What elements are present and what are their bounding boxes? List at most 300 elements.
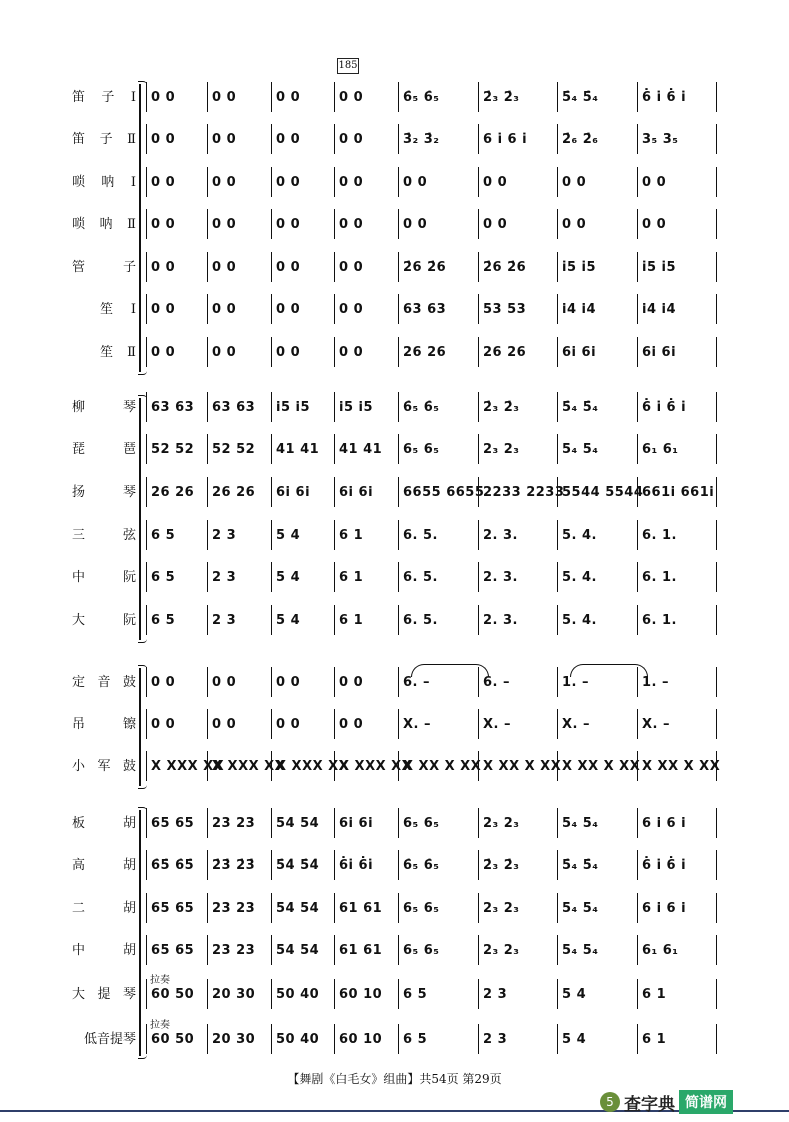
barline [637, 850, 638, 880]
measure-cell: 5 4 [276, 570, 301, 585]
measure-cell: 0 0 [212, 260, 237, 275]
measure-cell: i̇5 i̇5 [562, 260, 597, 275]
instrument-label: 大 阮 [72, 613, 136, 628]
barline [334, 562, 335, 592]
barline [716, 935, 717, 965]
measure-cell: 23 23 [212, 943, 256, 958]
barline [334, 82, 335, 112]
measure-cell: 2̇6 2̇6 [403, 260, 447, 275]
measure-cell: 50 40 [276, 1032, 320, 1047]
barline [716, 209, 717, 239]
barline [334, 605, 335, 635]
measure-cell: 6̇ i̇ 6̇ i̇ [642, 858, 687, 873]
staff-row [0, 398, 789, 422]
measure-cell: 2̇₃ 2̇₃ [483, 858, 520, 873]
barline [334, 1024, 335, 1054]
measure-cell: X XX X XX [403, 759, 482, 774]
barline [398, 124, 399, 154]
staff-row [0, 483, 789, 507]
measure-cell: 6 5 [151, 570, 176, 585]
instrument-label: 柳 琴 [72, 400, 136, 415]
measure-cell: 6̇ i̇ 6̇ i̇ [642, 400, 687, 415]
measure-cell: 2̇₃ 2̇₃ [483, 400, 520, 415]
instrument-label: 扬 琴 [72, 485, 136, 500]
barline [271, 337, 272, 367]
measure-cell: 6₁ 6₁ [642, 943, 679, 958]
page-footer: 【舞剧《白毛女》组曲】共54页 第29页 [287, 1072, 502, 1086]
measure-cell: 0 0 [339, 675, 364, 690]
measure-cell: 6. 5. [403, 570, 438, 585]
measure-cell: 0 0 [339, 217, 364, 232]
barline [334, 808, 335, 838]
staff-row [0, 814, 789, 838]
instrument-label: 琵 琶 [72, 442, 136, 457]
measure-cell: 6 i 6 i [642, 816, 687, 831]
measure-cell: 5. 4. [562, 613, 597, 628]
measure-cell: 2 3 [212, 613, 237, 628]
measure-cell: X XX X XX [483, 759, 562, 774]
measure-cell: 23 23 [212, 816, 256, 831]
barline [716, 850, 717, 880]
barline [146, 252, 147, 282]
measure-number: 185 [337, 58, 359, 74]
barline [398, 167, 399, 197]
barline [334, 209, 335, 239]
barline [716, 252, 717, 282]
barline [557, 337, 558, 367]
barline [271, 562, 272, 592]
measure-cell: i̇5 i̇5 [642, 260, 677, 275]
measure-cell: 6̇5̇ 6̇5̇ [151, 858, 195, 873]
measure-cell: 2 3 [483, 1032, 508, 1047]
measure-cell: 5₄ 5₄ [562, 816, 599, 831]
measure-cell: i5 i5 [276, 400, 311, 415]
barline [478, 979, 479, 1009]
measure-cell: 5 4 [562, 1032, 587, 1047]
bowed-bracket [139, 810, 145, 1056]
barline [716, 979, 717, 1009]
measure-cell: 0 0 [562, 175, 587, 190]
measure-cell: 2₃ 2₃ [483, 816, 520, 831]
barline [334, 392, 335, 422]
measure-cell: 53 53 [483, 302, 527, 317]
measure-cell: 0 0 [483, 217, 508, 232]
barline [398, 477, 399, 507]
barline [334, 124, 335, 154]
barline [398, 434, 399, 464]
barline [398, 294, 399, 324]
barline [146, 337, 147, 367]
measure-cell: 6i 6i [562, 345, 597, 360]
instrument-label: 笙Ⅱ [100, 345, 136, 360]
measure-cell: 6i 6i [642, 345, 677, 360]
measure-cell: 0 0 [151, 717, 176, 732]
measure-cell: 2̇₆ 2̇₆ [562, 132, 599, 147]
measure-cell: 0 0 [276, 90, 301, 105]
barline [478, 808, 479, 838]
measure-cell: 5₄ 5₄ [562, 943, 599, 958]
barline [716, 1024, 717, 1054]
barline [557, 392, 558, 422]
measure-cell: X XXX XX [212, 759, 286, 774]
measure-cell: 6 1 [339, 570, 364, 585]
measure-cell: 0 0 [151, 675, 176, 690]
measure-cell: 5₄ 5₄ [562, 442, 599, 457]
measure-cell: 5 4 [276, 528, 301, 543]
measure-cell: 60 10 [339, 987, 383, 1002]
barline [716, 667, 717, 697]
barline [637, 434, 638, 464]
barline [478, 850, 479, 880]
barline [271, 709, 272, 739]
barline [398, 337, 399, 367]
measure-cell: 6 1 [339, 613, 364, 628]
measure-cell: 54 54 [276, 816, 320, 831]
measure-cell: 0 0 [151, 90, 176, 105]
measure-cell: 0 0 [276, 217, 301, 232]
barline [146, 751, 147, 781]
measure-cell: 0 0 [212, 217, 237, 232]
barline [478, 167, 479, 197]
measure-cell: X XXX XX [339, 759, 413, 774]
measure-cell: X XX X XX [642, 759, 721, 774]
barline [637, 605, 638, 635]
instrument-label: 唢呐Ⅰ [72, 175, 136, 190]
measure-cell: 6 1 [339, 528, 364, 543]
barline [637, 709, 638, 739]
measure-cell: 0 0 [212, 302, 237, 317]
barline [478, 337, 479, 367]
barline [557, 667, 558, 697]
barline [716, 82, 717, 112]
measure-cell: 3₅ 3₅ [642, 132, 679, 147]
measure-cell: 661i 661i [642, 485, 715, 500]
barline [637, 337, 638, 367]
barline [146, 209, 147, 239]
measure-cell: 6₅ 6₅ [403, 816, 440, 831]
barline [334, 667, 335, 697]
barline [146, 562, 147, 592]
barline [478, 392, 479, 422]
barline [478, 209, 479, 239]
barline [398, 252, 399, 282]
measure-cell: 2 3 [212, 570, 237, 585]
measure-cell: 2233 2233 [483, 485, 565, 500]
measure-cell: 5 4 [562, 987, 587, 1002]
logo-name: 查字典 [624, 1094, 675, 1115]
measure-cell: 0 0 [212, 345, 237, 360]
barline [637, 1024, 638, 1054]
measure-cell: 6. 5. [403, 528, 438, 543]
barline [557, 520, 558, 550]
barline [637, 167, 638, 197]
measure-cell: 6. 1. [642, 570, 677, 585]
barline [207, 1024, 208, 1054]
measure-cell: 6. – [483, 675, 511, 690]
measure-cell: 6̇₅ 6̇₅ [403, 90, 440, 105]
barline [207, 520, 208, 550]
measure-cell: 2̇₃ 2̇₃ [483, 90, 520, 105]
barline [557, 82, 558, 112]
barline [271, 893, 272, 923]
barline [637, 893, 638, 923]
measure-cell: 2 3 [483, 987, 508, 1002]
measure-cell: 0 0 [276, 345, 301, 360]
barline [557, 893, 558, 923]
barline [398, 935, 399, 965]
measure-cell: 5̇₄ 5̇₄ [562, 90, 599, 105]
measure-cell: 2 3 [212, 528, 237, 543]
barline [557, 605, 558, 635]
barline [271, 434, 272, 464]
measure-cell: 0 0 [339, 90, 364, 105]
barline [271, 808, 272, 838]
barline [716, 337, 717, 367]
instrument-label: 三 弦 [72, 528, 136, 543]
barline [716, 124, 717, 154]
staff-row [0, 130, 789, 154]
barline [398, 1024, 399, 1054]
barline [271, 82, 272, 112]
barline [334, 477, 335, 507]
measure-cell: 0 0 [276, 175, 301, 190]
measure-cell: 26 26 [483, 345, 527, 360]
barline [398, 850, 399, 880]
measure-cell: 1. – [562, 675, 590, 690]
barline [398, 893, 399, 923]
measure-cell: 6i 6i [276, 485, 311, 500]
instrument-label: 中 阮 [72, 570, 136, 585]
plucked-bracket [139, 398, 145, 640]
measure-cell: 5 4 [276, 613, 301, 628]
barline [557, 167, 558, 197]
barline [207, 82, 208, 112]
barline [146, 477, 147, 507]
measure-cell: 0 0 [339, 717, 364, 732]
measure-cell: 6i 6i [339, 816, 374, 831]
barline [146, 167, 147, 197]
measure-cell: 0 0 [212, 90, 237, 105]
measure-cell: 6 i 6 i [642, 901, 687, 916]
barline [637, 82, 638, 112]
barline [146, 1024, 147, 1054]
measure-cell: 2. 3. [483, 613, 518, 628]
barline [334, 167, 335, 197]
barline [557, 209, 558, 239]
barline [334, 294, 335, 324]
barline [716, 294, 717, 324]
instrument-label: 笛子Ⅱ [72, 132, 136, 147]
barline [146, 667, 147, 697]
barline [478, 252, 479, 282]
measure-cell: 52 52 [212, 442, 256, 457]
playing-technique-annotation: 拉奏 [150, 975, 170, 986]
measure-cell: 6₅ 6₅ [403, 943, 440, 958]
barline [334, 337, 335, 367]
barline [398, 979, 399, 1009]
barline [271, 979, 272, 1009]
barline [271, 477, 272, 507]
measure-cell: 26 26 [212, 485, 256, 500]
measure-cell: 41 41 [276, 442, 320, 457]
instrument-label: 大提琴 [72, 987, 136, 1002]
measure-cell: 0 0 [339, 132, 364, 147]
barline [207, 850, 208, 880]
measure-cell: 2̇3̇ 2̇3̇ [212, 858, 256, 873]
barline [271, 392, 272, 422]
measure-cell: 0 0 [151, 302, 176, 317]
measure-cell: 6₁ 6₁ [642, 442, 679, 457]
measure-cell: 6 5 [151, 613, 176, 628]
staff-row [0, 526, 789, 550]
measure-cell: 5̇₄ 5̇₄ [562, 400, 599, 415]
measure-cell: 41 41 [339, 442, 383, 457]
staff-row [0, 568, 789, 592]
barline [637, 294, 638, 324]
barline [716, 808, 717, 838]
measure-cell: 6. 1. [642, 528, 677, 543]
measure-cell: 0 0 [151, 345, 176, 360]
barline [146, 392, 147, 422]
measure-cell: 0 0 [339, 260, 364, 275]
barline [398, 520, 399, 550]
measure-cell: 6 5 [403, 1032, 428, 1047]
measure-cell: 61 61 [339, 943, 383, 958]
site-logo [600, 1088, 733, 1116]
barline [271, 294, 272, 324]
barline [334, 520, 335, 550]
instrument-label: 中 胡 [72, 943, 136, 958]
measure-cell: 23 23 [212, 901, 256, 916]
measure-cell: 0 0 [642, 175, 667, 190]
barline [557, 124, 558, 154]
measure-cell: 50 40 [276, 987, 320, 1002]
measure-cell: 6̇₅ 6̇₅ [403, 400, 440, 415]
measure-cell: 0 0 [212, 717, 237, 732]
barline [478, 520, 479, 550]
measure-cell: 6. – [403, 675, 431, 690]
measure-cell: 63 63 [403, 302, 447, 317]
barline [478, 1024, 479, 1054]
measure-cell: 52 52 [151, 442, 195, 457]
barline [716, 167, 717, 197]
measure-cell: i4 i4 [642, 302, 677, 317]
barline [271, 1024, 272, 1054]
measure-cell: 6₅ 6₅ [403, 901, 440, 916]
barline [557, 252, 558, 282]
barline [146, 294, 147, 324]
barline [557, 434, 558, 464]
measure-cell: 2₃ 2₃ [483, 442, 520, 457]
barline [637, 808, 638, 838]
measure-cell: 5. 4. [562, 528, 597, 543]
barline [637, 935, 638, 965]
measure-cell: 6. 1. [642, 613, 677, 628]
barline [146, 520, 147, 550]
measure-cell: 0 0 [339, 175, 364, 190]
staff-row [0, 1030, 789, 1054]
measure-cell: 6 1 [642, 1032, 667, 1047]
measure-cell: 0 0 [483, 175, 508, 190]
barline [557, 294, 558, 324]
staff-row [0, 343, 789, 367]
barline [557, 709, 558, 739]
barline [637, 392, 638, 422]
barline [478, 562, 479, 592]
barline [271, 209, 272, 239]
instrument-label: 定音鼓 [72, 675, 136, 690]
barline [557, 562, 558, 592]
barline [637, 252, 638, 282]
barline [334, 893, 335, 923]
instrument-label: 唢呐Ⅱ [72, 217, 136, 232]
barline [271, 935, 272, 965]
measure-cell: X XXX XX [151, 759, 225, 774]
staff-row [0, 985, 789, 1009]
measure-cell: 0 0 [276, 132, 301, 147]
staff-row [0, 258, 789, 282]
measure-cell: 6 i̇ 6 i̇ [483, 132, 528, 147]
barline [334, 979, 335, 1009]
measure-cell: 6 1 [642, 987, 667, 1002]
barline [207, 337, 208, 367]
barline [637, 562, 638, 592]
barline [146, 124, 147, 154]
measure-cell: 26 26 [403, 345, 447, 360]
barline [271, 124, 272, 154]
barline [478, 294, 479, 324]
barline [334, 935, 335, 965]
measure-cell: 6655 6655 [403, 485, 485, 500]
measure-cell: 2₃ 2₃ [483, 943, 520, 958]
measure-cell: 60 50 [151, 987, 195, 1002]
barline [716, 605, 717, 635]
playing-technique-annotation: 拉奏 [150, 1020, 170, 1031]
measure-cell: 2. 3. [483, 528, 518, 543]
barline [207, 167, 208, 197]
measure-cell: 26 26 [151, 485, 195, 500]
measure-cell: 54 54 [276, 943, 320, 958]
barline [637, 520, 638, 550]
barline [398, 808, 399, 838]
measure-cell: 6 5 [151, 528, 176, 543]
staff-row [0, 941, 789, 965]
staff-row [0, 856, 789, 880]
barline [146, 935, 147, 965]
tie-1 [411, 664, 489, 677]
barline [334, 709, 335, 739]
barline [398, 209, 399, 239]
measure-cell: 0 0 [151, 260, 176, 275]
staff-row [0, 88, 789, 112]
measure-cell: 65 65 [151, 901, 195, 916]
barline [334, 434, 335, 464]
barline [716, 709, 717, 739]
barline [207, 562, 208, 592]
measure-cell: 0 0 [562, 217, 587, 232]
measure-cell: 6. 5. [403, 613, 438, 628]
barline [478, 935, 479, 965]
measure-cell: 5. 4. [562, 570, 597, 585]
measure-cell: 5̇4̇ 5̇4̇ [276, 858, 320, 873]
measure-cell: i5 i5 [339, 400, 374, 415]
measure-cell: 65 65 [151, 943, 195, 958]
measure-cell: 0 0 [212, 132, 237, 147]
barline [716, 392, 717, 422]
measure-cell: 3̇₂ 3̇₂ [403, 132, 440, 147]
barline [398, 392, 399, 422]
measure-cell: 6 5 [403, 987, 428, 1002]
